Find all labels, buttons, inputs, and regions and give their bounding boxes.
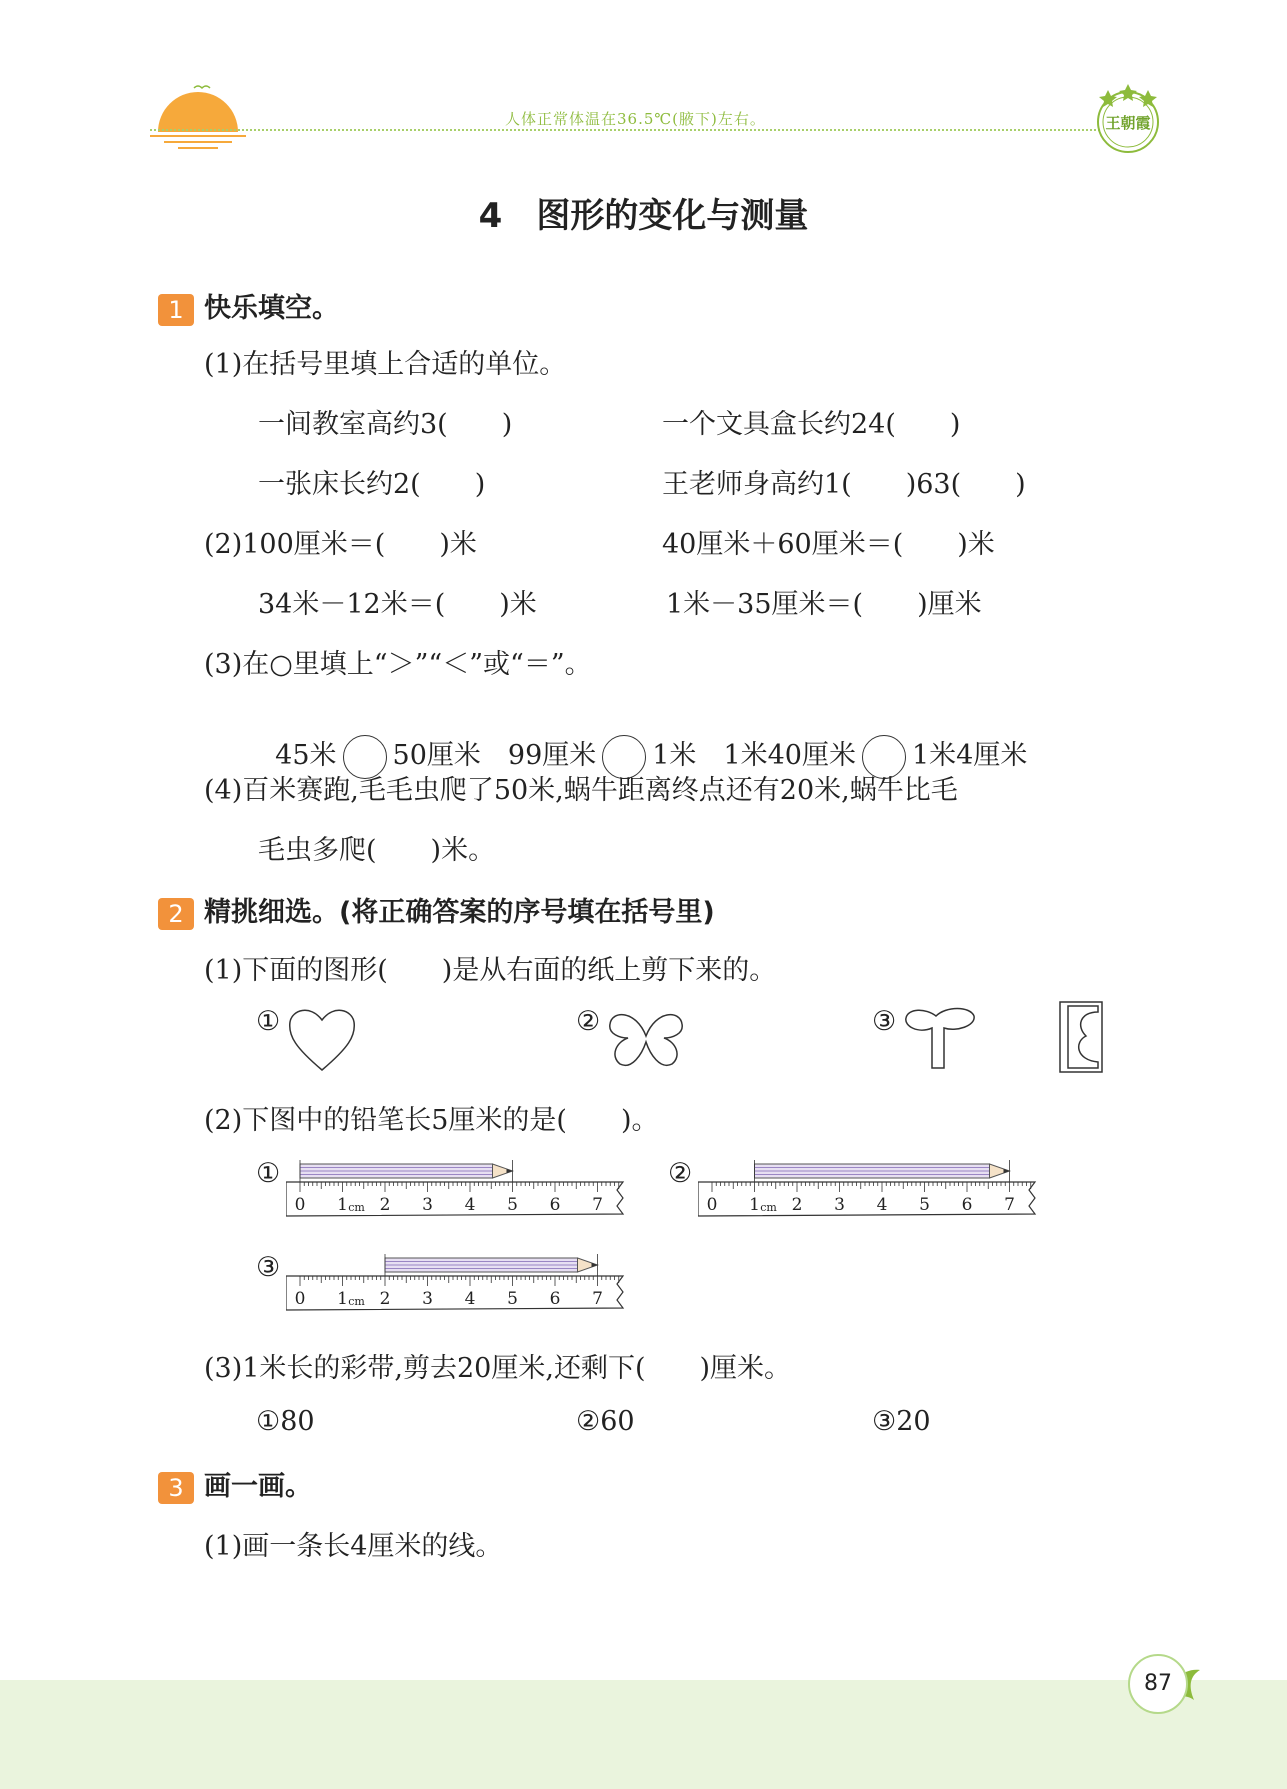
ruler-tick-label: 5 — [919, 1195, 930, 1215]
section-3-badge: 3 — [158, 1472, 194, 1504]
page-title: 4 图形的变化与测量 — [478, 196, 809, 236]
sprout-shape-icon — [902, 1004, 978, 1072]
ruler-tick-label: 3 — [834, 1195, 845, 1215]
compare-2-left: 99厘米 — [507, 740, 597, 771]
section-1-heading — [158, 286, 339, 326]
ruler-tick-label: 1 — [337, 1289, 348, 1309]
q1-2c: 34米－12米＝( )米 — [258, 589, 537, 620]
q1-1c: 一张床长约2( ) — [258, 469, 486, 500]
compare-2-right: 1米 — [652, 740, 697, 771]
ruler-tick-label: 4 — [464, 1195, 476, 1215]
section-2-heading — [158, 890, 715, 930]
sun-logo-icon — [150, 80, 250, 150]
ruler-unit-label: cm — [348, 1295, 365, 1308]
ruler-tick-label: 0 — [706, 1195, 718, 1215]
q2-1: (1)下面的图形( )是从右面的纸上剪下来的。 — [204, 955, 777, 986]
ruler-tick-label: 1 — [749, 1195, 760, 1215]
answer-1: ①80 — [256, 1406, 315, 1437]
ruler-tick-label: 1 — [337, 1195, 348, 1215]
q1-4b: 毛虫多爬( )米。 — [258, 835, 496, 866]
q2-3: (3)1米长的彩带,剪去20厘米,还剩下( )厘米。 — [204, 1353, 792, 1384]
ruler-tick-label: 4 — [464, 1289, 476, 1309]
q1-1: (1)在括号里填上合适的单位。 — [204, 349, 567, 380]
ruler-2-label: ② — [668, 1158, 693, 1189]
flower-shape-icon — [606, 1006, 686, 1070]
compare-1-left: 45米 — [275, 740, 337, 771]
header-divider — [150, 129, 1100, 131]
ruler-tick-label: 7 — [592, 1195, 603, 1215]
ruler-tick-label: 2 — [791, 1195, 803, 1215]
q1-3: (3)在○里填上“＞”“＜”或“＝”。 — [204, 649, 592, 680]
ruler-tick-label: 3 — [422, 1289, 433, 1309]
ruler-tick-label: 7 — [592, 1289, 603, 1309]
ruler-tick-label: 3 — [422, 1195, 433, 1215]
ruler-3 — [286, 1250, 636, 1320]
section-3-heading — [158, 1464, 312, 1504]
q2-2: (2)下图中的铅笔长5厘米的是( )。 — [204, 1105, 659, 1136]
q1-2d: 1米－35厘米＝( )厘米 — [666, 589, 982, 620]
q1-2a: (2)100厘米＝( )米 — [204, 529, 477, 560]
ruler-tick-label: 5 — [507, 1289, 518, 1309]
ruler-2 — [698, 1156, 1048, 1226]
option-3-label: ③ — [872, 1006, 897, 1037]
section-2-badge: 2 — [158, 898, 194, 930]
logo-text: 王朝霞 — [1105, 114, 1151, 132]
q3-1: (1)画一条长4厘米的线。 — [204, 1531, 503, 1562]
ruler-unit-label: cm — [348, 1201, 365, 1214]
q1-2b: 40厘米＋60厘米＝( )米 — [662, 529, 995, 560]
ruler-tick-label: 2 — [379, 1289, 391, 1309]
q1-1d: 王老师身高约1( )63( ) — [662, 469, 1026, 500]
section-2-title: 精挑细选。(将正确答案的序号填在括号里) — [204, 897, 715, 928]
ruler-unit-label: cm — [760, 1201, 777, 1214]
footer-band — [0, 1680, 1287, 1789]
ruler-tick-label: 2 — [379, 1195, 391, 1215]
header-tip: 人体正常体温在36.5℃(腋下)左右。 — [505, 110, 766, 128]
ruler-tick-label: 5 — [507, 1195, 518, 1215]
ruler-tick-label: 6 — [961, 1195, 973, 1215]
answer-2: ②60 — [576, 1406, 635, 1437]
compare-1-right: 50厘米 — [392, 740, 481, 771]
section-1-badge: 1 — [158, 294, 194, 326]
ruler-tick-label: 4 — [876, 1195, 888, 1215]
heart-shape-icon — [286, 1004, 358, 1074]
ruler-tick-label: 7 — [1004, 1195, 1015, 1215]
ruler-3-label: ③ — [256, 1252, 281, 1283]
compare-3-left: 1米40厘米 — [723, 740, 856, 771]
ruler-tick-label: 0 — [294, 1289, 306, 1309]
ruler-1 — [286, 1156, 636, 1226]
ruler-tick-label: 6 — [549, 1195, 561, 1215]
answer-3: ③20 — [872, 1406, 931, 1437]
q1-1b: 一个文具盒长约24( ) — [662, 409, 961, 440]
compare-3-right: 1米4厘米 — [911, 740, 1028, 771]
section-3-title: 画一画。 — [204, 1471, 312, 1502]
ruler-tick-label: 0 — [294, 1195, 306, 1215]
ruler-tick-label: 6 — [549, 1289, 561, 1309]
page-number: 87 — [1128, 1654, 1188, 1714]
q1-1a: 一间教室高约3( ) — [258, 409, 513, 440]
paper-cutout-icon — [1058, 1000, 1104, 1074]
ruler-1-label: ① — [256, 1158, 281, 1189]
section-1-title: 快乐填空。 — [204, 293, 339, 324]
option-1-label: ① — [256, 1006, 281, 1037]
q1-4a: (4)百米赛跑,毛毛虫爬了50米,蜗牛距离终点还有20米,蜗牛比毛 — [204, 775, 958, 806]
option-2-label: ② — [576, 1006, 601, 1037]
